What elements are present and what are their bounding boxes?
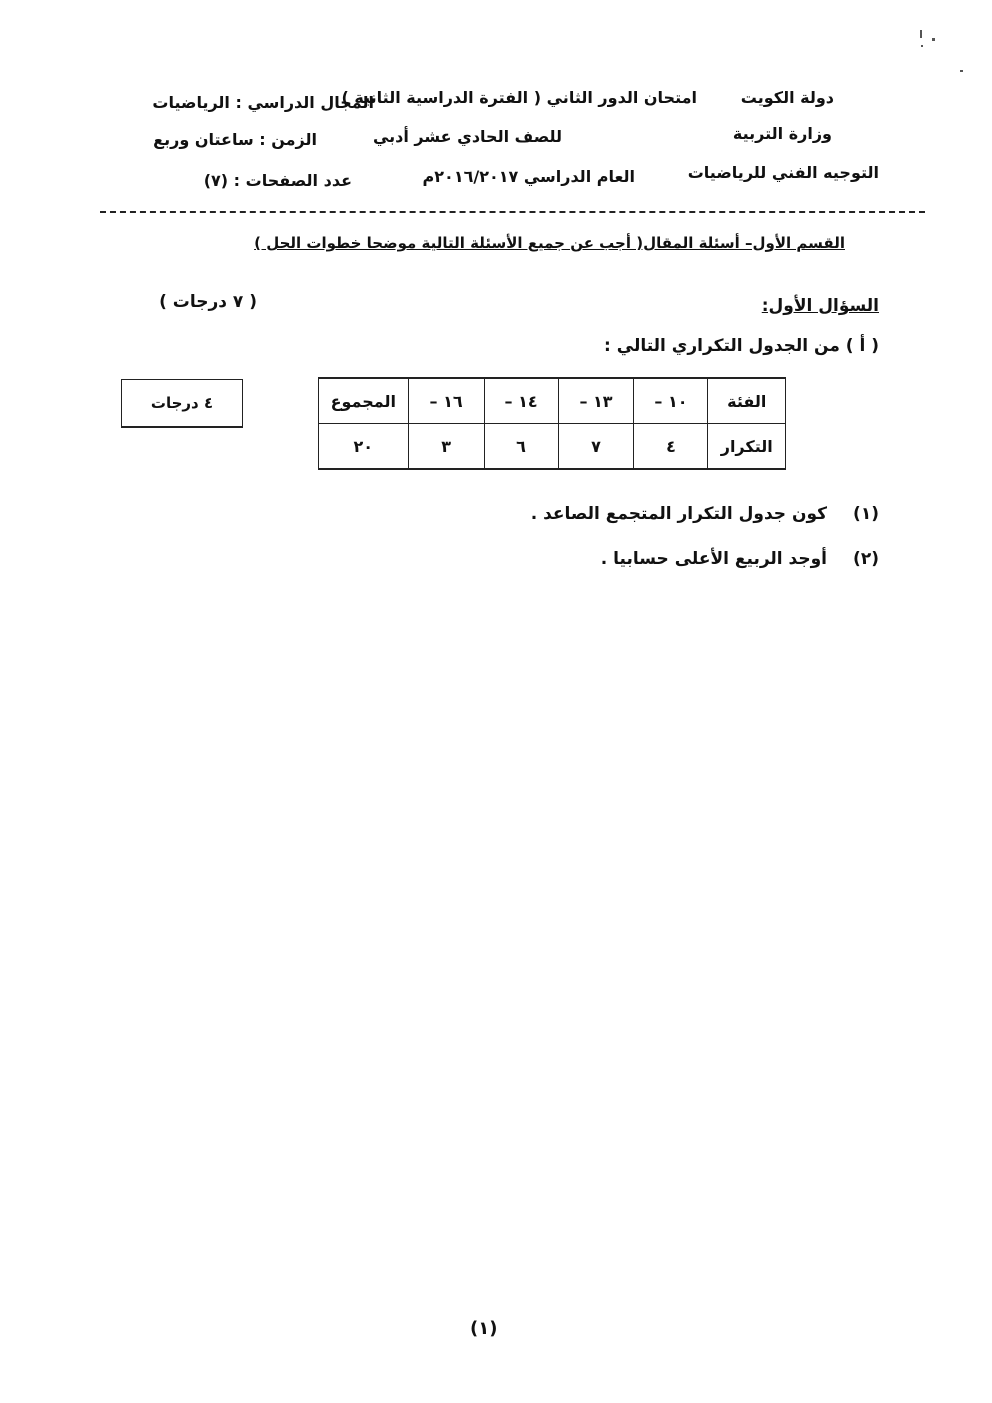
scan-mark [960,70,963,72]
table-cell: الفئة [708,378,786,424]
header-time: الزمن : ساعتان وربع [153,130,317,149]
header-year: العام الدراسي ٢٠١٦/٢٠١٧م [422,167,635,186]
scan-mark [921,45,923,47]
table-cell: ٧ [558,424,634,470]
header-ministry: وزارة التربية [732,124,832,143]
page-number: (١) [470,1318,498,1339]
header-supervision: التوجيه الفني للرياضيات [687,163,879,182]
table-cell: ٣ [408,424,484,470]
table-cell: ١٠ – [634,378,708,424]
table-cell: المجموع [319,378,409,424]
table-cell: ١٤ – [484,378,558,424]
table-row [319,424,786,470]
header-subject: المجال الدراسي : الرياضيات [152,93,374,112]
part-a-marks-box [121,379,243,428]
header-exam-title: امتحان الدور الثاني ( الفترة الدراسية الثانية ) [341,88,697,107]
item-1-text: كون جدول التكرار المتجمع الصاعد . [530,504,827,524]
scan-mark [920,30,922,38]
header-grade: للصف الحادي عشر أدبي [372,127,562,146]
item-2-text: أوجد الربيع الأعلى حسابيا . [600,549,827,569]
table-cell: ٢٠ [319,424,409,470]
item-1-number: (١) [853,504,879,524]
item-2-number: (٢) [853,549,879,569]
table-row [319,378,786,424]
header-pages: عدد الصفحات : (٧) [203,171,352,190]
table-cell: ٤ [634,424,708,470]
table-cell: ٦ [484,424,558,470]
scan-mark [932,38,935,41]
frequency-table [318,377,786,470]
part-a-marks: ٤ درجات [150,394,214,412]
question1-marks: ( ٧ درجات ) [159,292,257,312]
header-state: دولة الكويت [740,88,834,107]
question1-part-a: ( أ ) من الجدول التكراري التالي : [604,336,879,356]
table-cell: ١٣ – [558,378,634,424]
question1-label: السؤال الأول: [761,296,879,316]
table-cell: التكرار [708,424,786,470]
table-cell: ١٦ – [408,378,484,424]
section-title: القسم الأول– أسئلة المقال( أجب عن جميع الأسئلة التالية موضحا خطوات الحل ) [254,234,845,252]
header-divider [100,211,925,213]
